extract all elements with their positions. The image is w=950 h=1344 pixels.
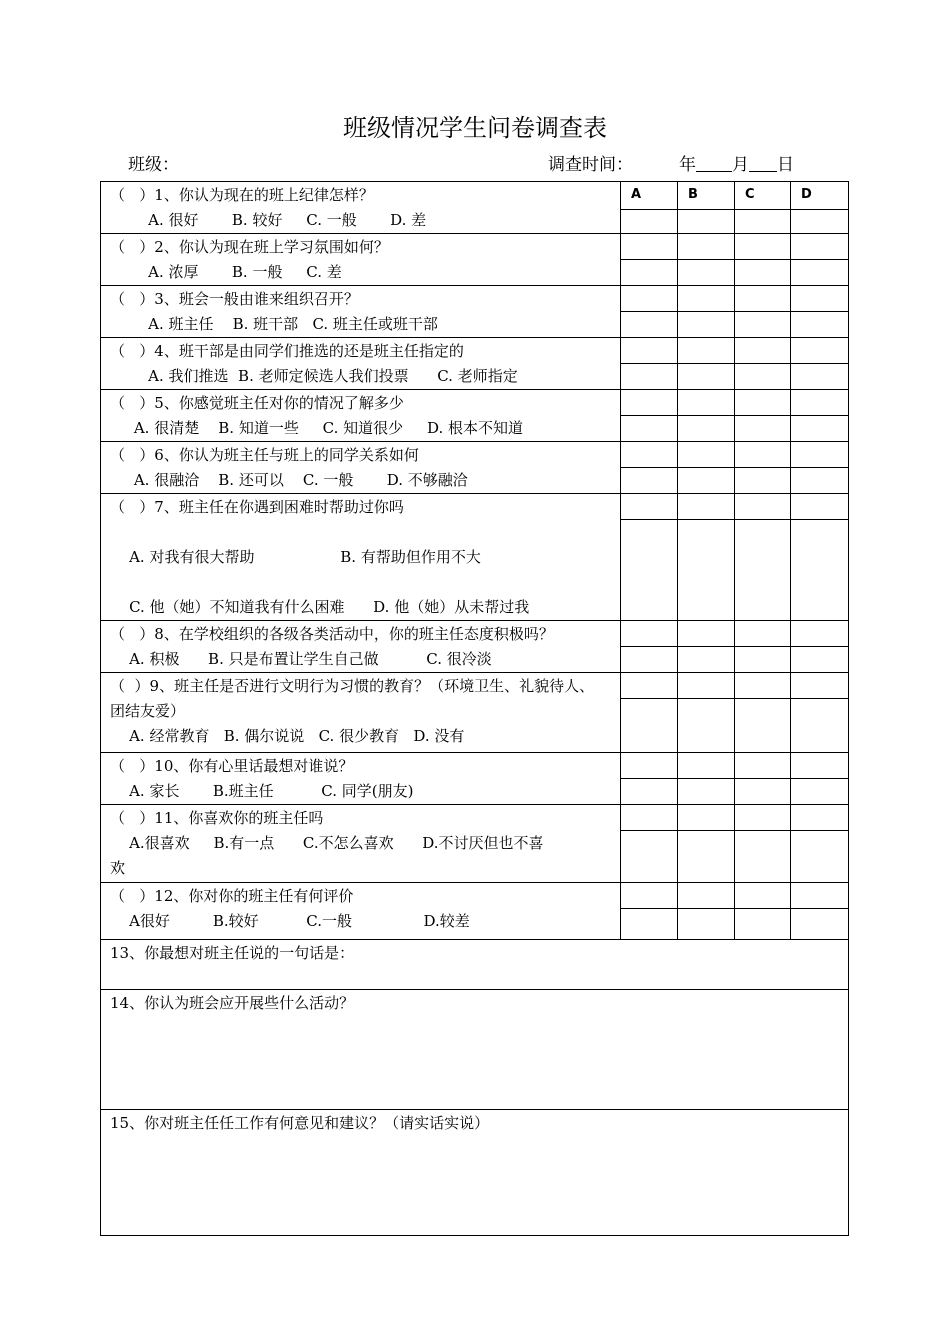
answer-cell[interactable] bbox=[621, 338, 678, 390]
answer-cell[interactable] bbox=[678, 182, 735, 234]
column-header-d: D bbox=[791, 182, 848, 210]
answer-cell[interactable] bbox=[791, 805, 849, 883]
month-blank[interactable] bbox=[696, 155, 732, 172]
question-options: A. 很好 B. 较好 C. 一般 D. 差 bbox=[110, 211, 427, 229]
answer-divider bbox=[678, 494, 734, 520]
answer-cell[interactable] bbox=[791, 883, 849, 940]
answer-divider bbox=[791, 286, 848, 312]
answer-divider bbox=[678, 753, 734, 779]
column-header-b: B bbox=[678, 182, 734, 210]
month-label: 月 bbox=[732, 155, 749, 175]
answer-divider bbox=[621, 621, 677, 647]
answer-cell[interactable] bbox=[735, 234, 791, 286]
column-header-a: A bbox=[621, 182, 677, 210]
question-row bbox=[101, 442, 849, 494]
question-cell bbox=[101, 883, 621, 940]
answer-divider bbox=[678, 390, 734, 416]
answer-divider bbox=[735, 442, 790, 468]
column-header-c: C bbox=[735, 182, 790, 210]
day-blank[interactable] bbox=[749, 155, 777, 172]
answer-cell[interactable] bbox=[621, 286, 678, 338]
question-cell bbox=[101, 286, 621, 338]
answer-divider bbox=[735, 390, 790, 416]
answer-cell[interactable] bbox=[791, 621, 849, 673]
question-options: A. 家长 B.班主任 C. 同学(朋友) bbox=[110, 782, 414, 800]
answer-cell[interactable] bbox=[621, 234, 678, 286]
answer-divider bbox=[621, 673, 677, 699]
open-question-row bbox=[101, 1110, 849, 1236]
answer-divider bbox=[621, 234, 677, 260]
question-options: A. 浓厚 B. 一般 C. 差 bbox=[110, 263, 342, 281]
answer-cell[interactable] bbox=[735, 673, 791, 753]
answer-cell[interactable] bbox=[735, 338, 791, 390]
survey-table bbox=[100, 181, 849, 1236]
answer-cell[interactable] bbox=[678, 494, 735, 621]
answer-cell[interactable] bbox=[735, 494, 791, 621]
answer-divider bbox=[621, 883, 677, 909]
question-text: （ ）10、你有心里话最想对谁说？ bbox=[110, 757, 354, 775]
answer-divider bbox=[791, 234, 848, 260]
question-row bbox=[101, 494, 849, 621]
question-options: A. 我们推选 B. 老师定候选人我们投票 C. 老师指定 bbox=[110, 367, 518, 385]
answer-cell[interactable] bbox=[735, 286, 791, 338]
question-text: （ ）2、你认为现在班上学习氛围如何？ bbox=[110, 238, 389, 256]
answer-cell[interactable] bbox=[791, 390, 849, 442]
open-question-text: 14、你认为班会应开展些什么活动？ bbox=[110, 994, 355, 1012]
question-text: （ ）1、你认为现在的班上纪律怎样？ bbox=[110, 186, 374, 204]
answer-cell[interactable] bbox=[621, 182, 678, 234]
answer-cell[interactable] bbox=[735, 753, 791, 805]
answer-divider bbox=[678, 673, 734, 699]
question-options bbox=[110, 520, 614, 545]
answer-cell[interactable] bbox=[678, 338, 735, 390]
date-label: 调查时间： bbox=[548, 155, 633, 175]
question-options: 欢 bbox=[110, 859, 126, 877]
answer-divider bbox=[735, 883, 790, 909]
answer-cell[interactable] bbox=[621, 673, 678, 753]
answer-divider bbox=[791, 621, 848, 647]
answer-divider bbox=[621, 494, 677, 520]
answer-cell[interactable] bbox=[678, 234, 735, 286]
answer-divider bbox=[678, 338, 734, 364]
open-question-cell[interactable] bbox=[101, 990, 849, 1110]
answer-cell[interactable] bbox=[621, 442, 678, 494]
answer-divider bbox=[735, 673, 790, 699]
answer-cell[interactable] bbox=[791, 182, 849, 234]
answer-cell[interactable] bbox=[678, 673, 735, 753]
answer-cell[interactable] bbox=[678, 805, 735, 883]
answer-divider bbox=[735, 286, 790, 312]
answer-cell[interactable] bbox=[678, 883, 735, 940]
open-question-row bbox=[101, 990, 849, 1110]
open-question-text: 15、你对班主任任工作有何意见和建议？（请实话实说） bbox=[110, 1114, 490, 1132]
answer-divider bbox=[621, 805, 677, 831]
question-cell bbox=[101, 805, 621, 883]
answer-cell[interactable] bbox=[735, 805, 791, 883]
page-title: 班级情况学生问卷调查表 bbox=[343, 114, 607, 142]
answer-cell[interactable] bbox=[791, 753, 849, 805]
answer-cell[interactable] bbox=[621, 494, 678, 621]
answer-cell[interactable] bbox=[678, 390, 735, 442]
answer-cell[interactable] bbox=[735, 442, 791, 494]
question-options: 团结友爱） bbox=[110, 702, 186, 720]
question-row bbox=[101, 338, 849, 390]
class-label: 班级： bbox=[128, 155, 179, 175]
answer-divider bbox=[791, 494, 848, 520]
answer-divider bbox=[678, 234, 734, 260]
answer-divider bbox=[791, 753, 848, 779]
question-text: （ ）12、你对你的班主任有何评价 bbox=[110, 887, 354, 905]
question-text: （ ）9、班主任是否进行文明行为习惯的教育？（环境卫生、礼貌待人、 bbox=[110, 677, 595, 695]
answer-cell[interactable] bbox=[621, 805, 678, 883]
answer-divider bbox=[791, 442, 848, 468]
question-cell bbox=[101, 234, 621, 286]
answer-divider bbox=[621, 286, 677, 312]
question-cell bbox=[101, 182, 621, 234]
answer-divider bbox=[621, 753, 677, 779]
answer-divider bbox=[735, 621, 790, 647]
question-options: A. 经常教育 B. 偶尔说说 C. 很少教育 D. 没有 bbox=[110, 727, 465, 745]
answer-cell[interactable] bbox=[678, 753, 735, 805]
answer-cell[interactable] bbox=[791, 338, 849, 390]
answer-cell[interactable] bbox=[678, 621, 735, 673]
question-options: C. 他（她）不知道我有什么困难 D. 他（她）从未帮过我 bbox=[110, 598, 530, 616]
question-row bbox=[101, 673, 849, 753]
question-cell bbox=[101, 753, 621, 805]
answer-cell[interactable] bbox=[735, 883, 791, 940]
question-cell bbox=[101, 621, 621, 673]
question-text: （ ）11、你喜欢你的班主任吗 bbox=[110, 809, 324, 827]
answer-cell[interactable] bbox=[791, 442, 849, 494]
question-cell bbox=[101, 338, 621, 390]
question-options bbox=[110, 570, 614, 595]
answer-cell[interactable] bbox=[791, 286, 849, 338]
question-cell bbox=[101, 494, 621, 621]
answer-divider bbox=[621, 390, 677, 416]
answer-cell[interactable] bbox=[621, 621, 678, 673]
answer-divider bbox=[735, 494, 790, 520]
answer-cell[interactable] bbox=[621, 390, 678, 442]
question-cell bbox=[101, 390, 621, 442]
question-text: （ ）7、班主任在你遇到困难时帮助过你吗 bbox=[110, 498, 404, 516]
question-options: A. 很清楚 B. 知道一些 C. 知道很少 D. 根本不知道 bbox=[110, 419, 524, 437]
question-options: A很好 B.较好 C.一般 D.较差 bbox=[110, 912, 470, 930]
question-row bbox=[101, 390, 849, 442]
question-text: （ ）3、班会一般由谁来组织召开？ bbox=[110, 290, 359, 308]
open-question-cell[interactable] bbox=[101, 1110, 849, 1236]
question-text: （ ）8、在学校组织的各级各类活动中，你的班主任态度积极吗？ bbox=[110, 625, 554, 643]
answer-cell[interactable] bbox=[735, 621, 791, 673]
answer-cell[interactable] bbox=[735, 182, 791, 234]
question-row bbox=[101, 621, 849, 673]
day-label: 日 bbox=[777, 155, 794, 175]
open-question-cell[interactable] bbox=[101, 940, 849, 990]
open-question-row bbox=[101, 940, 849, 990]
answer-cell[interactable] bbox=[791, 494, 849, 621]
question-text: （ ）4、班干部是由同学们推选的还是班主任指定的 bbox=[110, 342, 464, 360]
answer-divider bbox=[791, 883, 848, 909]
open-question-text: 13、你最想对班主任说的一句话是： bbox=[110, 944, 355, 962]
answer-cell[interactable] bbox=[621, 753, 678, 805]
answer-divider bbox=[791, 390, 848, 416]
answer-cell[interactable] bbox=[791, 234, 849, 286]
question-options: A.很喜欢 B.有一点 C.不怎么喜欢 D.不讨厌但也不喜 bbox=[110, 834, 544, 852]
question-row bbox=[101, 234, 849, 286]
answer-divider bbox=[678, 621, 734, 647]
question-options: A. 很融洽 B. 还可以 C. 一般 D. 不够融洽 bbox=[110, 471, 468, 489]
answer-cell[interactable] bbox=[791, 673, 849, 753]
question-options: A. 积极 B. 只是布置让学生自己做 C. 很冷淡 bbox=[110, 650, 492, 668]
question-text: （ ）5、你感觉班主任对你的情况了解多少 bbox=[110, 394, 404, 412]
question-row bbox=[101, 883, 849, 940]
answer-cell[interactable] bbox=[735, 390, 791, 442]
question-row bbox=[101, 286, 849, 338]
answer-divider bbox=[678, 286, 734, 312]
question-cell bbox=[101, 673, 621, 753]
answer-divider bbox=[791, 673, 848, 699]
year-label: 年 bbox=[679, 155, 696, 175]
answer-cell[interactable] bbox=[621, 883, 678, 940]
question-cell bbox=[101, 442, 621, 494]
question-row bbox=[101, 182, 849, 234]
question-options: A. 班主任 B. 班干部 C. 班主任或班干部 bbox=[110, 315, 438, 333]
answer-divider bbox=[735, 234, 790, 260]
question-options: A. 对我有很大帮助 B. 有帮助但作用不大 bbox=[110, 548, 481, 566]
question-row bbox=[101, 805, 849, 883]
survey-date bbox=[548, 150, 794, 175]
answer-divider bbox=[791, 805, 848, 831]
question-row bbox=[101, 753, 849, 805]
answer-divider bbox=[735, 753, 790, 779]
answer-divider bbox=[735, 338, 790, 364]
answer-divider bbox=[621, 338, 677, 364]
answer-divider bbox=[678, 805, 734, 831]
answer-cell[interactable] bbox=[678, 286, 735, 338]
answer-divider bbox=[621, 442, 677, 468]
answer-divider bbox=[791, 338, 848, 364]
answer-divider bbox=[678, 442, 734, 468]
answer-divider bbox=[735, 805, 790, 831]
question-text: （ ）6、你认为班主任与班上的同学关系如何 bbox=[110, 446, 419, 464]
answer-cell[interactable] bbox=[678, 442, 735, 494]
answer-divider bbox=[678, 883, 734, 909]
